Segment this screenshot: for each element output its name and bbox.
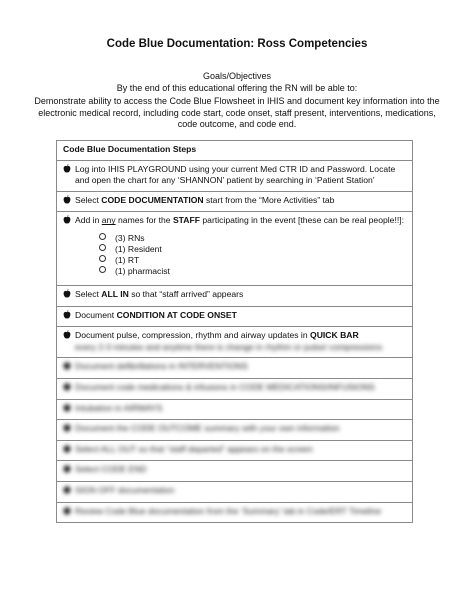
goals-line: By the end of this educational offering the RN will be able to: [116, 83, 358, 93]
table-row [57, 399, 413, 420]
table-row [57, 481, 413, 502]
blurred-step-text: SIGN OFF documentation [75, 484, 175, 495]
step-text: Add in any names for the STAFF participating in the event [these can be real people!!]: (3) RNs (1) Resident (1) RT (1) pharmacist [75, 215, 405, 276]
apple-icon [63, 444, 75, 457]
table-row [57, 440, 413, 461]
apple-icon [63, 164, 75, 187]
apple-icon [63, 382, 75, 395]
table-row [57, 191, 413, 212]
table-header: Code Blue Documentation Steps [57, 141, 413, 161]
goals-heading: Goals/Objectives [202, 71, 272, 81]
apple-icon [63, 464, 75, 477]
table-row [57, 327, 413, 358]
table-row [57, 378, 413, 399]
list-item: (1) pharmacist [99, 266, 406, 277]
apple-icon [63, 403, 75, 416]
apple-icon [63, 310, 75, 323]
apple-icon [63, 506, 75, 519]
step-text: Document CONDITION AT CODE ONSET [75, 309, 237, 320]
table-row [57, 461, 413, 482]
table-header-row [57, 141, 413, 161]
table-row [57, 212, 413, 286]
apple-icon [63, 215, 75, 281]
staff-list [99, 233, 406, 277]
step-text: Log into IHIS PLAYGROUND using your current Med CTR ID and Password. Locate and open the chart for any ‘SHANNON’ patient by searching in ‘Patient Station’ [75, 163, 396, 186]
list-item: (1) Resident [99, 244, 406, 255]
blurred-step-text: Intubation in AIRWAYS [75, 402, 163, 413]
blurred-step-text: Select ALL OUT so that “staff departed” appears on the screen [75, 443, 313, 454]
table-row [57, 160, 413, 191]
apple-icon [63, 485, 75, 498]
table-row [57, 306, 413, 327]
list-item: (3) RNs [99, 233, 406, 244]
table-row [57, 285, 413, 306]
table-row [57, 358, 413, 379]
document-title: Code Blue Documentation: Ross Competencies [106, 38, 368, 50]
blurred-step-text: Select CODE END [75, 464, 147, 475]
step-text: Select CODE DOCUMENTATION start from the “More Activities” tab [75, 194, 335, 205]
apple-icon [63, 423, 75, 436]
table-row [57, 420, 413, 441]
table-row [57, 502, 413, 523]
apple-icon [63, 289, 75, 302]
step-text: Document pulse, compression, rhythm and airway updates in QUICK BAR every 2-3 minutes and anytime there is change in rhythm or pulse/ compressions [75, 330, 383, 352]
intro-paragraph: Demonstrate ability to access the Code Blue Flowsheet in IHIS and document key information into the electronic medical record, including code start, code onset, staff present, interventions, medications, code outcome, and code end. [34, 96, 440, 130]
apple-icon [63, 195, 75, 208]
apple-icon [63, 330, 75, 353]
list-item: (1) RT [99, 255, 406, 266]
apple-icon [63, 361, 75, 374]
blurred-step-text: Document the CODE OUTCOME summary with your own information [75, 423, 340, 434]
blurred-step-text: Document code medications & infusions in CODE MEDICATIONS/INFUSIONS [75, 381, 375, 392]
steps-table [56, 140, 413, 523]
goals-block [0, 70, 474, 94]
blurred-step-text: Review Code Blue documentation from the ‘Summary’ tab in Code/ERT Timeline [75, 505, 382, 516]
blurred-step-text: Document defibrillations in INTERVENTIONS [75, 361, 248, 372]
step-text: Select ALL IN so that “staff arrived” appears [75, 288, 244, 299]
